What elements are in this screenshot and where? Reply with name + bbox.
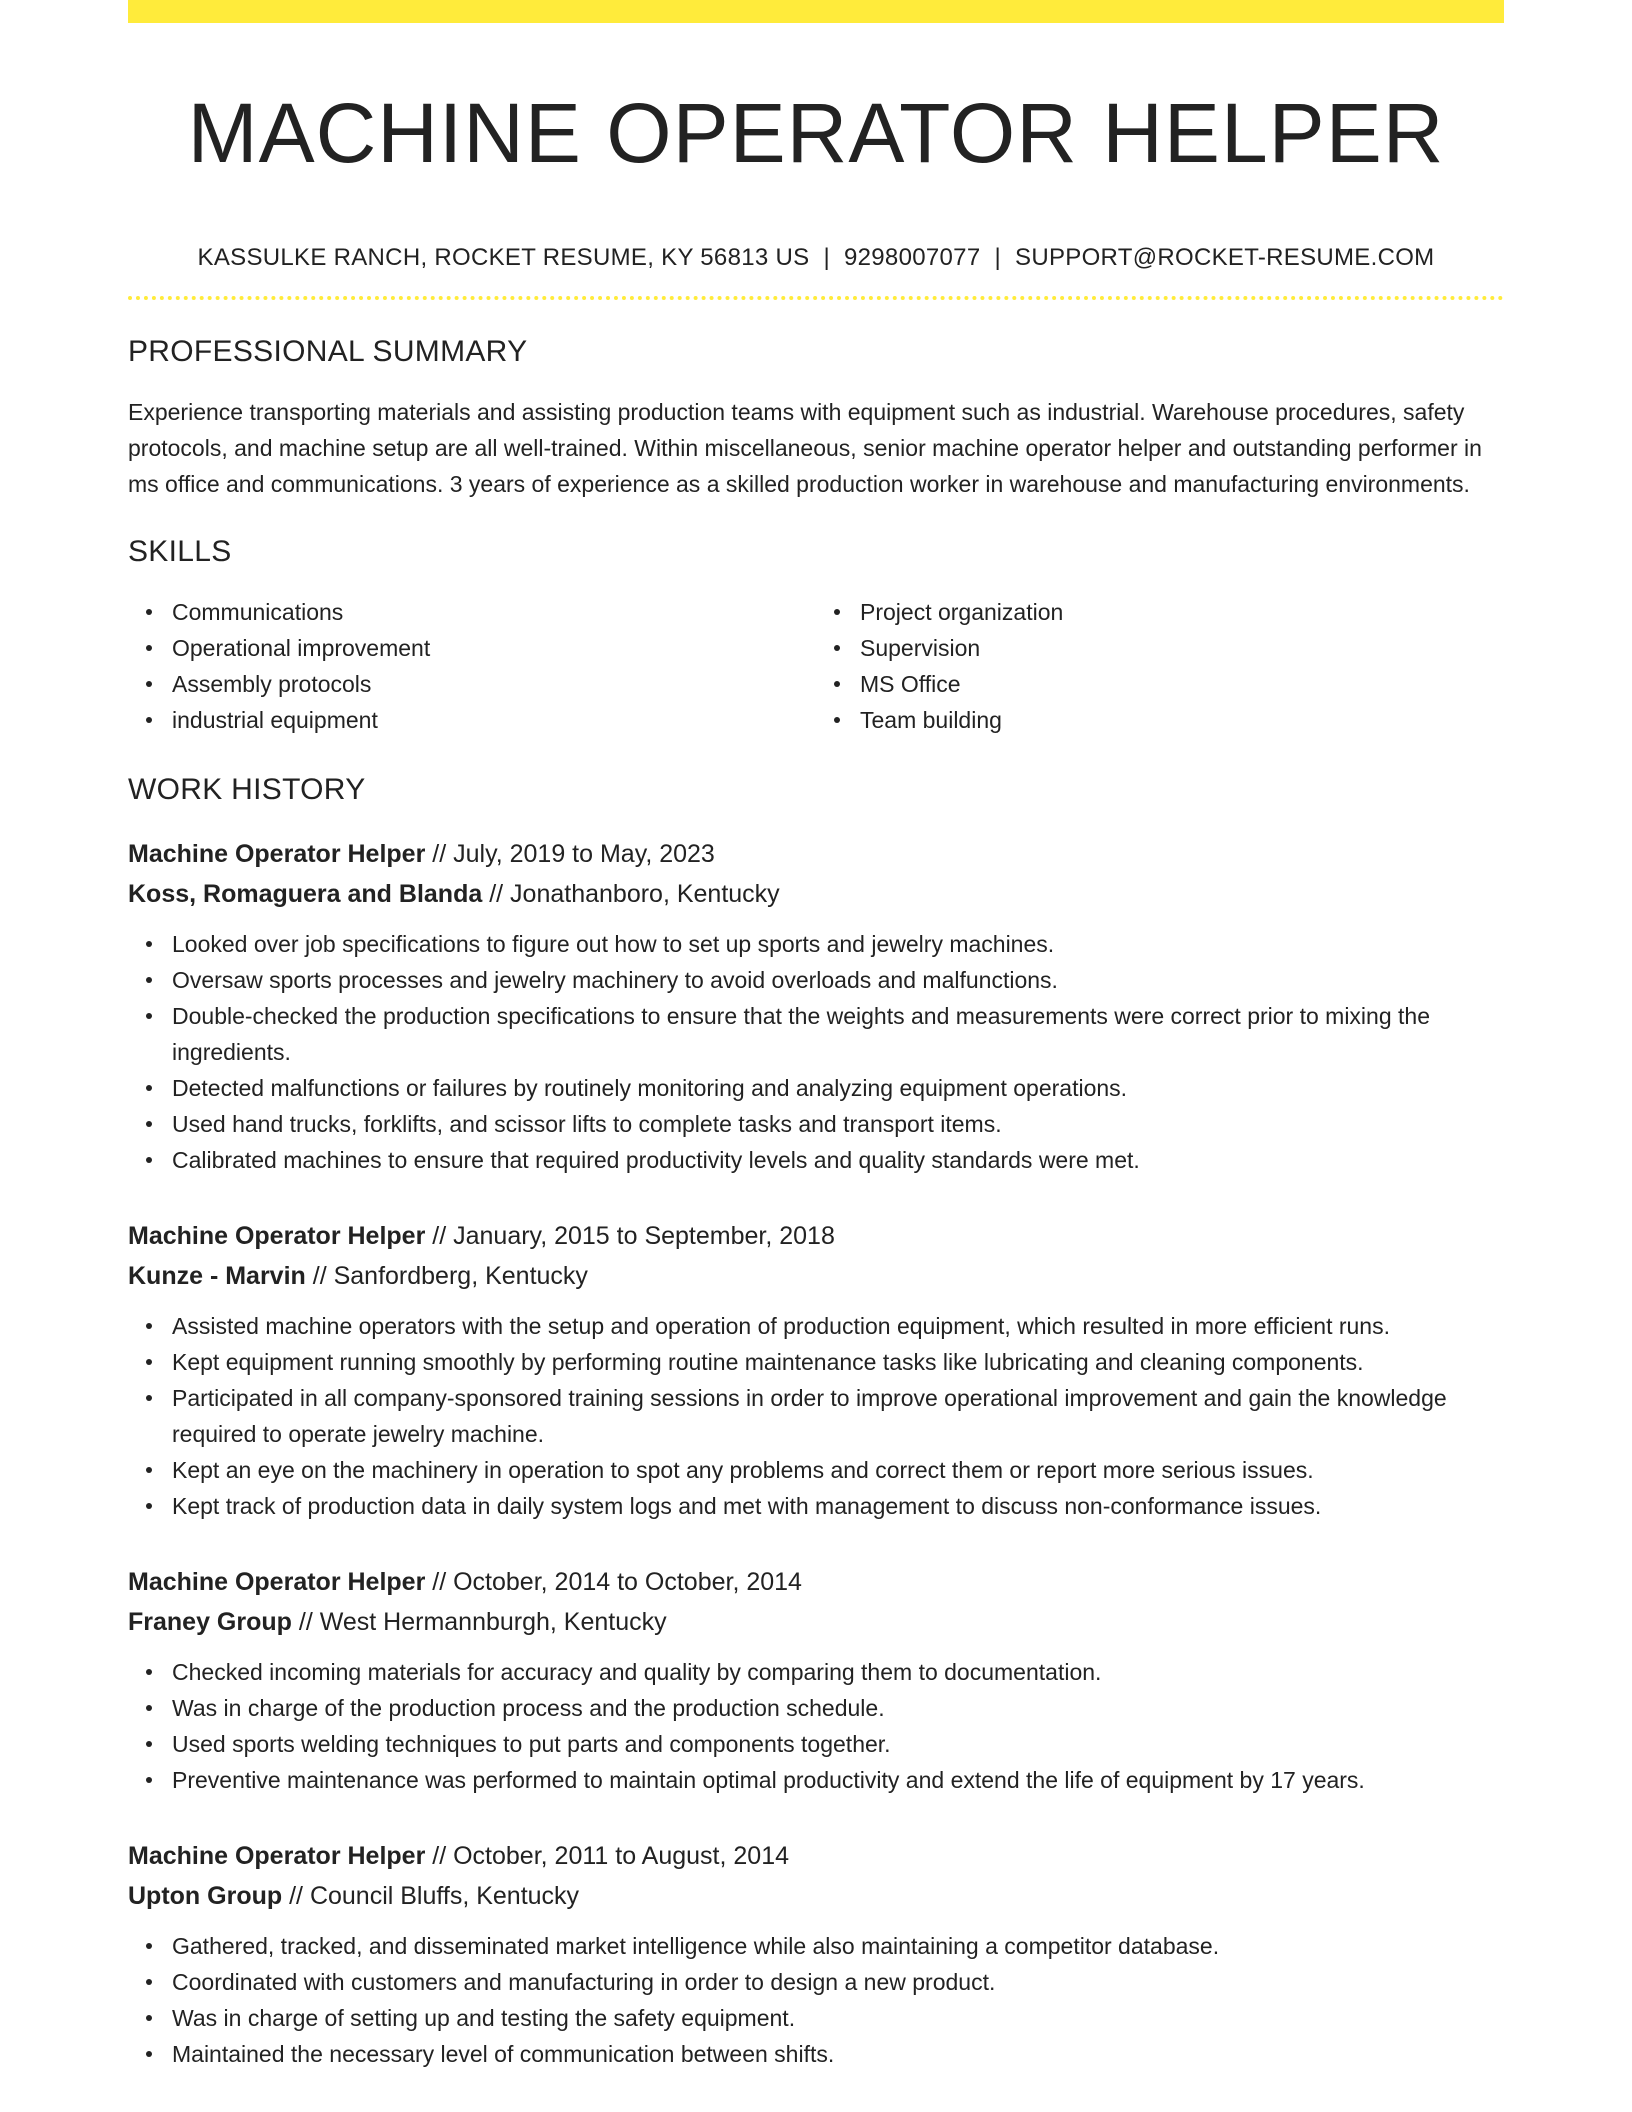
skill-item: Project organization: [860, 594, 1504, 630]
job-dates: July, 2019 to May, 2023: [453, 840, 715, 868]
job-bullet: Kept equipment running smoothly by performing routine maintenance tasks like lubricating and cleaning components.: [172, 1344, 1504, 1380]
job-bullets: [128, 1308, 1504, 1524]
date-separator: //: [425, 840, 454, 868]
job-entry: [128, 1836, 1504, 2072]
job-title: Machine Operator Helper: [128, 1842, 426, 1870]
job-bullet: Checked incoming materials for accuracy and quality by comparing them to documentation.: [172, 1654, 1504, 1690]
job-entry: [128, 1216, 1504, 1524]
job-bullet: Kept track of production data in daily system logs and met with management to discuss non-conformance issues.: [172, 1488, 1504, 1524]
date-separator: //: [282, 1882, 310, 1910]
job-bullet: Used hand trucks, forklifts, and scissor lifts to complete tasks and transport items.: [172, 1106, 1504, 1142]
job-title: Machine Operator Helper: [128, 1222, 426, 1250]
job-location: West Hermannburgh, Kentucky: [319, 1608, 667, 1636]
job-dates: October, 2011 to August, 2014: [453, 1842, 790, 1870]
skills-column-left: [128, 594, 816, 738]
job-bullet: Assisted machine operators with the setup and operation of production equipment, which resulted in more efficient runs.: [172, 1308, 1504, 1344]
job-bullet: Preventive maintenance was performed to maintain optimal productivity and extend the life of equipment by 17 years.: [172, 1762, 1504, 1798]
contact-phone: 9298007077: [843, 244, 981, 271]
job-company-line: [128, 1602, 1504, 1642]
summary-text: Experience transporting materials and assisting production teams with equipment such as industrial. Warehouse procedures, safety protocols, and machine setup are all well-trained. Within miscellaneous, senior machine operator helper and outstanding performer in ms office and communications. 3 years of experience as a skilled production worker in warehouse and manufacturing environments.: [128, 399, 1482, 497]
job-title-line: [128, 1836, 1504, 1876]
date-separator: //: [482, 880, 511, 908]
job-bullet: Coordinated with customers and manufacturing in order to design a new product.: [172, 1964, 1504, 2000]
skill-item: Operational improvement: [172, 630, 816, 666]
candidate-name: MACHINE OPERATOR HELPER: [187, 86, 1445, 180]
accent-top-bar: [128, 0, 1504, 23]
job-bullet: Kept an eye on the machinery in operation to spot any problems and correct them or report more serious issues.: [172, 1452, 1504, 1488]
skill-item: industrial equipment: [172, 702, 816, 738]
job-title-line: [128, 1562, 1504, 1602]
job-company: Franey Group: [128, 1608, 292, 1636]
job-company-line: [128, 1876, 1504, 1916]
date-separator: //: [425, 1222, 454, 1250]
skills-column-right: [816, 594, 1504, 738]
summary-heading: PROFESSIONAL SUMMARY: [128, 335, 528, 368]
date-separator: //: [425, 1842, 454, 1870]
job-location: Jonathanboro, Kentucky: [510, 880, 780, 908]
job-entry: [128, 834, 1504, 1178]
dotted-divider: [128, 296, 1504, 300]
job-company-line: [128, 1256, 1504, 1296]
job-bullet: Detected malfunctions or failures by routinely monitoring and analyzing equipment operations.: [172, 1070, 1504, 1106]
job-bullets: [128, 1928, 1504, 2072]
job-bullet: Maintained the necessary level of communication between shifts.: [172, 2036, 1504, 2072]
job-dates: October, 2014 to October, 2014: [453, 1568, 802, 1596]
job-bullets: [128, 1654, 1504, 1798]
job-dates: January, 2015 to September, 2018: [453, 1222, 835, 1250]
job-bullet: Was in charge of the production process and the production schedule.: [172, 1690, 1504, 1726]
skill-item: MS Office: [860, 666, 1504, 702]
job-bullet: Used sports welding techniques to put parts and components together.: [172, 1726, 1504, 1762]
date-separator: //: [291, 1608, 320, 1636]
date-separator: //: [305, 1262, 334, 1290]
job-location: Sanfordberg, Kentucky: [333, 1262, 588, 1290]
job-bullets: [128, 926, 1504, 1178]
job-bullet: Looked over job specifications to figure out how to set up sports and jewelry machines.: [172, 926, 1504, 962]
job-title: Machine Operator Helper: [128, 840, 426, 868]
contact-email: SUPPORT@ROCKET-RESUME.COM: [1015, 244, 1435, 271]
job-bullet: Oversaw sports processes and jewelry machinery to avoid overloads and malfunctions.: [172, 962, 1504, 998]
skills-list: [128, 594, 1504, 738]
job-title-line: [128, 834, 1504, 874]
job-location: Council Bluffs, Kentucky: [309, 1882, 580, 1910]
skill-item: Team building: [860, 702, 1504, 738]
job-title-line: [128, 1216, 1504, 1256]
contact-line: [128, 243, 1504, 273]
contact-address: KASSULKE RANCH, ROCKET RESUME, KY 56813 US: [197, 244, 810, 271]
job-bullet: Was in charge of setting up and testing the safety equipment.: [172, 2000, 1504, 2036]
skill-item: Supervision: [860, 630, 1504, 666]
job-company-line: [128, 874, 1504, 914]
skill-item: Assembly protocols: [172, 666, 816, 702]
skill-item: Communications: [172, 594, 816, 630]
job-company: Kunze - Marvin: [128, 1262, 306, 1290]
job-company: Koss, Romaguera and Blanda: [128, 880, 483, 908]
job-bullet: Gathered, tracked, and disseminated market intelligence while also maintaining a competitor database.: [172, 1928, 1504, 1964]
job-bullet: Double-checked the production specifications to ensure that the weights and measurements were correct prior to mixing the ingredients.: [172, 998, 1504, 1070]
contact-separator: |: [823, 244, 830, 271]
resume-page: [128, 0, 1504, 2072]
job-title: Machine Operator Helper: [128, 1568, 426, 1596]
contact-separator: |: [994, 244, 1002, 271]
work-history-heading: WORK HISTORY: [128, 773, 366, 806]
job-company: Upton Group: [128, 1882, 283, 1910]
skills-heading: SKILLS: [128, 535, 232, 568]
job-bullet: Calibrated machines to ensure that required productivity levels and quality standards were met.: [172, 1142, 1504, 1178]
job-bullet: Participated in all company-sponsored training sessions in order to improve operational improvement and gain the knowledge required to operate jewelry machine.: [172, 1380, 1504, 1452]
job-entry: [128, 1562, 1504, 1798]
date-separator: //: [425, 1568, 454, 1596]
